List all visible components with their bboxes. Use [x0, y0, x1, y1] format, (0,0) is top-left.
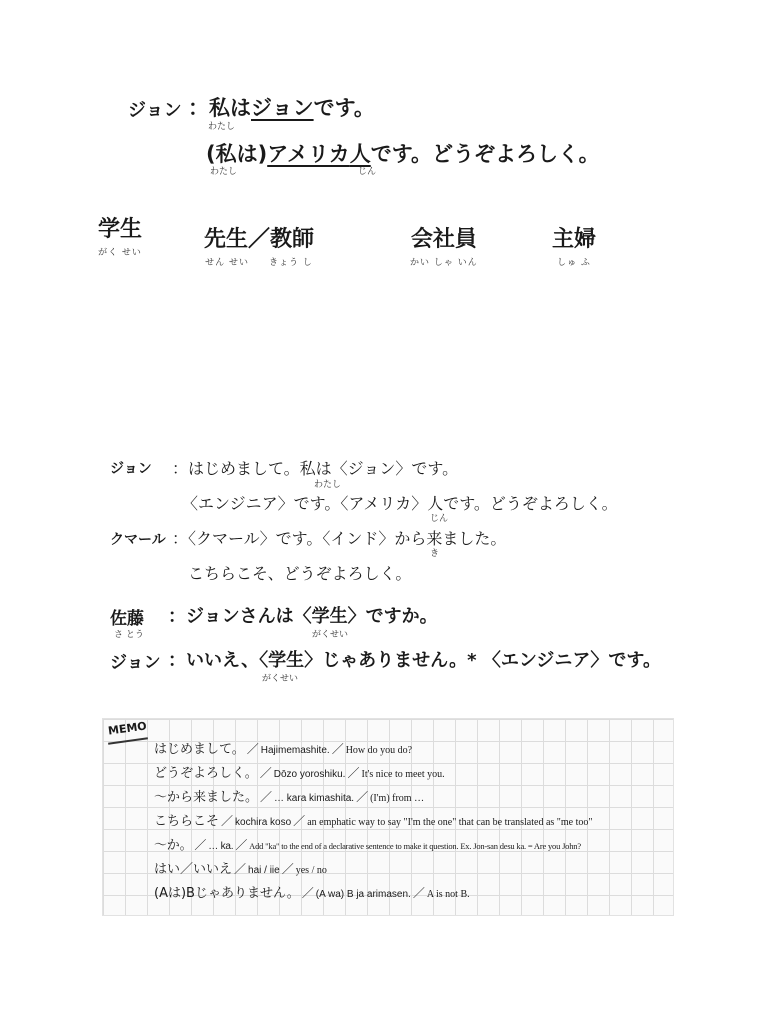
memo-row: [154, 858, 327, 877]
separator: ／: [259, 766, 272, 780]
dialogue-line: こちらこそ、どうぞよろしく。: [188, 564, 412, 583]
memo-romaji: Hajimemashite.: [260, 745, 330, 756]
intro-text: (私は): [206, 142, 268, 166]
memo-jp: (Aは)Bじゃありません。: [154, 886, 300, 901]
intro-line-1: [188, 92, 375, 122]
memo-row: [154, 762, 445, 781]
separator: ／: [356, 790, 369, 804]
memo-jp: はい／いいえ: [154, 862, 233, 877]
separator: ／: [347, 766, 360, 780]
furigana: じん: [430, 514, 449, 524]
memo-jp: ～か。: [154, 838, 193, 853]
memo-row: [154, 834, 581, 853]
separator: ／: [260, 790, 273, 804]
memo-jp: ～から来ました。: [154, 790, 259, 805]
furigana: わたし: [208, 122, 236, 132]
dialogue-line: 〈エンジニア〉です。〈アメリカ〉人です。どうぞよろしく。: [182, 494, 618, 513]
memo-english: (I'm) from …: [370, 793, 425, 804]
separator: ／: [301, 886, 314, 900]
memo-romaji: kochira koso: [235, 817, 292, 828]
dialogue-line: ：〈クマール〉です。〈インド〉から来ました。: [172, 529, 507, 548]
memo-row: [154, 738, 412, 757]
memo-romaji: Dōzo yoroshiku.: [273, 769, 346, 780]
furigana: がくせい: [312, 630, 349, 640]
intro-text: です。どうぞよろしく。: [370, 142, 600, 166]
dialogue-speaker: クマール: [110, 532, 166, 548]
furigana: わたし: [210, 167, 238, 177]
intro-text: 人: [349, 142, 371, 166]
intro-text: 私は: [209, 96, 251, 120]
vocab-reading: がく せい: [98, 248, 142, 258]
furigana: がくせい: [262, 674, 299, 684]
colon: ：: [188, 96, 209, 120]
separator: ／: [331, 742, 344, 756]
vocab-reading: かい しゃ いん: [410, 258, 478, 268]
separator: ／: [281, 862, 294, 876]
vocab-word: 主婦: [552, 227, 597, 252]
separator: ／: [412, 886, 425, 900]
memo-english: It's nice to meet you.: [361, 769, 445, 780]
separator: ／: [235, 838, 248, 852]
memo-english: an emphatic way to say "I'm the one" that can be translated as "me too": [307, 817, 593, 828]
memo-row: [154, 882, 470, 901]
vocab-item: [410, 222, 478, 268]
vocab-word: 先生／教師: [204, 227, 315, 252]
dialogue-line: ：ジョンさんは〈学生〉ですか。: [168, 606, 438, 627]
vocab-reading: しゅ ふ: [557, 258, 591, 268]
memo-romaji: … ka.: [208, 841, 234, 852]
memo-jp: どうぞよろしく。: [154, 766, 258, 781]
memo-english: How do you do?: [345, 745, 413, 756]
separator: ／: [246, 742, 259, 756]
dialogue-speaker: ジョン: [110, 653, 161, 673]
memo-jp: こちらこそ: [154, 814, 220, 829]
memo-romaji: hai / iie: [248, 865, 280, 876]
intro-line-2: [206, 138, 600, 168]
memo-row: [154, 810, 592, 829]
intro-speaker: ジョン: [128, 100, 182, 121]
vocab-item: [552, 222, 596, 268]
memo-romaji: … kara kimashita.: [274, 793, 355, 804]
vocab-item: [98, 212, 142, 258]
dialogue-line: ：はじめまして。私は〈ジョン〉です。: [172, 459, 459, 478]
vocab-reading: せん せい きょう し: [205, 258, 313, 268]
intro-name-underlined: ジョン: [251, 96, 314, 120]
vocab-word: 学生: [98, 217, 143, 242]
dialogue-speaker: ジョン: [110, 461, 152, 477]
furigana: じん: [358, 167, 377, 177]
dialogue-line: ：いいえ、〈学生〉じゃありません。* 〈エンジニア〉です。: [168, 650, 661, 671]
separator: ／: [234, 862, 247, 876]
memo-english: yes / no: [295, 865, 327, 876]
furigana: き: [430, 549, 440, 559]
memo-row: [154, 786, 424, 805]
vocab-word: 会社員: [410, 227, 477, 252]
furigana: わたし: [314, 480, 342, 490]
furigana: さ とう: [114, 630, 144, 640]
memo-label: MEMO: [107, 719, 148, 738]
separator: ／: [194, 838, 207, 852]
intro-text: です。: [313, 96, 375, 120]
vocab-item: [204, 222, 314, 268]
memo-english: A is not B.: [426, 889, 470, 900]
separator: ／: [293, 814, 306, 828]
memo-jp: はじめまして。: [154, 742, 245, 757]
memo-romaji: (A wa) B ja arimasen.: [315, 889, 411, 900]
dialogue-speaker: 佐藤: [110, 609, 144, 629]
separator: ／: [221, 814, 234, 828]
intro-nationality-underlined: [267, 142, 371, 166]
memo-english: Add "ka" to the end of a declarative sentence to make it question. Ex. Jon-san desu ka. = Are you John?: [249, 841, 581, 851]
intro-text: アメリカ: [267, 142, 350, 166]
